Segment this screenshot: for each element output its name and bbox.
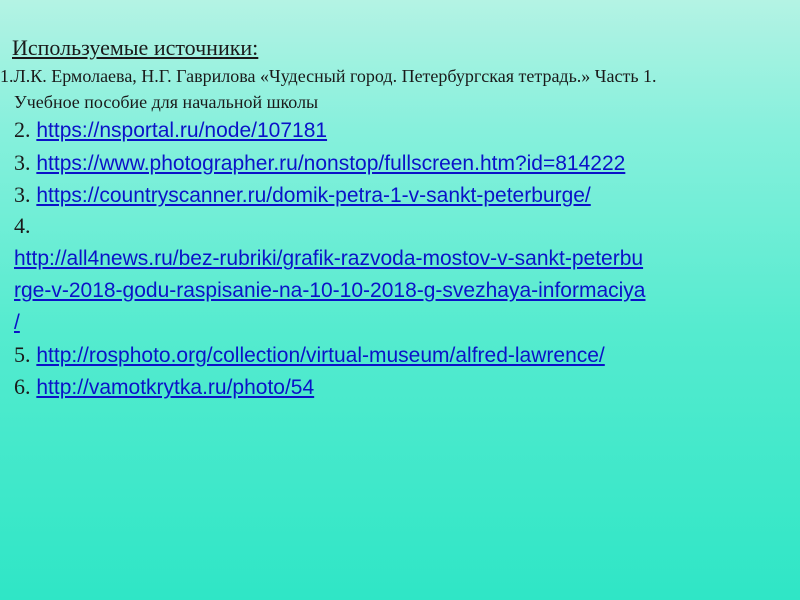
- source-number: 5.: [14, 342, 31, 367]
- source-item-4: [14, 212, 31, 241]
- source-link-all4news-end[interactable]: /: [14, 311, 20, 334]
- book-reference-line-1: 1.Л.К. Ермолаева, Н.Г. Гаврилова «Чудесный город. Петербургская тетрадь.» Часть 1.: [0, 66, 657, 86]
- source-number: 3.: [14, 150, 31, 175]
- source-link-all4news-line-1: [14, 245, 643, 273]
- book-reference-line-2: Учебное пособие для начальной школы: [14, 92, 319, 112]
- source-link-all4news-line-2: [14, 277, 646, 305]
- source-link-all4news[interactable]: http://all4news.ru/bez-rubriki/grafik-razvoda-mostov-v-sankt-peterbu: [14, 247, 644, 270]
- source-item-3b: [14, 181, 591, 210]
- sources-heading: Используемые источники:: [12, 35, 259, 60]
- source-link-rosphoto[interactable]: http://rosphoto.org/collection/virtual-museum/alfred-lawrence/: [36, 344, 605, 367]
- source-link-nsportal[interactable]: https://nsportal.ru/node/107181: [36, 119, 328, 142]
- source-link-countryscanner[interactable]: https://countryscanner.ru/domik-petra-1-v-sankt-peterburge/: [36, 184, 591, 207]
- source-link-all4news-line-3: [14, 309, 20, 337]
- source-number: 2.: [14, 117, 31, 142]
- source-link-vamotkrytka[interactable]: http://vamotkrytka.ru/photo/54: [36, 376, 315, 399]
- source-number: 4.: [14, 213, 31, 238]
- source-item-6: [14, 373, 314, 402]
- source-number: 6.: [14, 374, 31, 399]
- source-item-3a: [14, 149, 625, 178]
- source-link-all4news-continued[interactable]: rge-v-2018-godu-raspisanie-na-10-10-2018-g-svezhaya-informaciya: [14, 279, 646, 302]
- source-item-2: [14, 116, 327, 145]
- source-item-5: [14, 341, 605, 370]
- source-number: 3.: [14, 182, 31, 207]
- source-link-photographer[interactable]: https://www.photographer.ru/nonstop/fullscreen.htm?id=814222: [36, 152, 626, 175]
